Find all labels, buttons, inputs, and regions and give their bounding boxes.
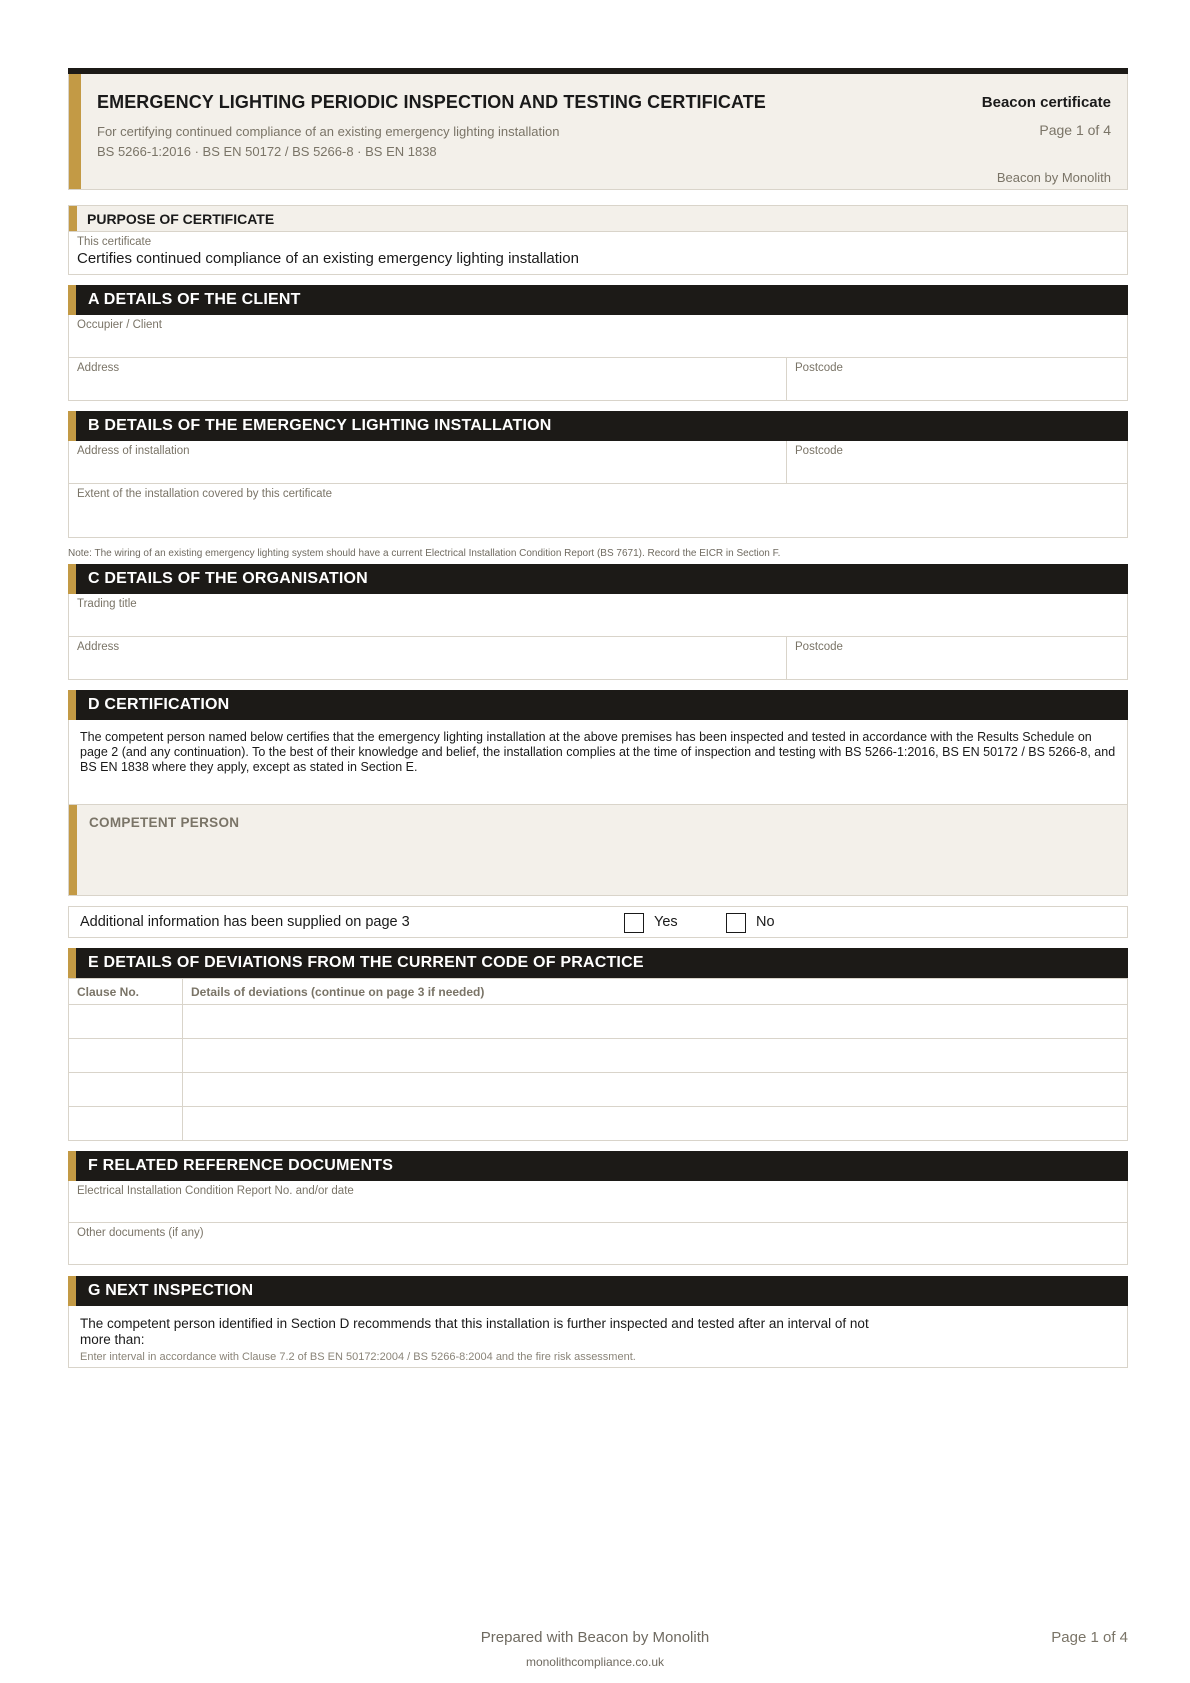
installation-postcode-label: Postcode [795,445,843,457]
eicr-note: Note: The wiring of an existing emergency lighting system should have a current Electrical Installation Condition Report (BS 7671). Record the EICR in Section F. [68,548,781,559]
section-g-accent [68,1276,76,1306]
purpose-heading-bar [69,206,1127,232]
section-g [68,1276,1128,1368]
deviation-clause-cell[interactable] [69,1107,183,1141]
organisation-trading-field[interactable] [68,594,1128,637]
section-d [68,690,1128,806]
section-c [68,564,1128,680]
header-page-number: Page 1 of 4 [1039,122,1111,138]
installation-extent-label: Extent of the installation covered by this certificate [77,488,333,500]
section-e-accent [68,948,76,978]
client-occupier-field[interactable] [68,315,1128,358]
certification-statement: The competent person named below certifies that the emergency lighting installation at the above premises has been inspected and tested in accordance with the Results Schedule on page 2 (and any continuation). To the best of their knowledge and belief, the installation complies at the time of inspection and testing with BS 5266-1:2016, BS EN 50172 / BS 5266-8, and BS EN 1838 where they apply, except as stated in Section E. [68,720,1128,806]
section-a-accent [68,285,76,315]
deviation-clause-cell[interactable] [69,1005,183,1039]
deviation-row [69,1107,1128,1141]
section-a-heading: A DETAILS OF THE CLIENT [88,291,301,308]
certificate-subtitle: For certifying continued compliance of an existing emergency lighting installation [97,124,560,139]
footer-url[interactable]: monolithcompliance.co.uk [525,1655,665,1669]
installation-address-label: Address of installation [77,445,190,457]
organisation-postcode-field[interactable] [786,637,1127,679]
purpose-field[interactable] [69,232,1127,274]
deviation-row [69,1073,1128,1107]
section-g-bar [68,1276,1128,1306]
eicr-reference-label: Electrical Installation Condition Report No. and/or date [77,1185,354,1197]
eicr-reference-field[interactable] [68,1181,1128,1223]
organisation-address-field[interactable] [69,637,786,679]
client-postcode-label: Postcode [795,362,843,374]
client-address-row [68,358,1128,401]
deviation-clause-cell[interactable] [69,1039,183,1073]
section-c-accent [68,564,76,594]
section-d-accent [68,690,76,720]
installation-address-field[interactable] [69,441,786,483]
client-address-field[interactable] [69,358,786,400]
deviation-details-cell[interactable] [183,1039,1128,1073]
additional-info-no-checkbox[interactable] [726,913,746,933]
deviation-details-cell[interactable] [183,1005,1128,1039]
section-b [68,411,1128,538]
additional-info-row [68,906,1128,938]
header-by-line: Beacon by Monolith [996,170,1111,185]
section-e-heading: E DETAILS OF DEVIATIONS FROM THE CURRENT CODE OF PRACTICE [88,954,644,971]
organisation-postcode-label: Postcode [795,641,843,653]
section-c-bar [68,564,1128,594]
other-documents-field[interactable] [68,1223,1128,1265]
section-c-heading: C DETAILS OF THE ORGANISATION [88,570,368,587]
purpose-value: Certifies continued compliance of an existing emergency lighting installation [77,250,579,267]
section-b-heading: B DETAILS OF THE EMERGENCY LIGHTING INSTALLATION [88,417,552,434]
section-g-heading: G NEXT INSPECTION [88,1282,254,1299]
section-f-bar [68,1151,1128,1181]
section-e [68,948,1128,1141]
installation-extent-field[interactable] [68,484,1128,538]
organisation-address-label: Address [77,641,120,653]
competent-person-box[interactable] [68,804,1128,896]
client-postcode-field[interactable] [786,358,1127,400]
brand-label: Beacon certificate [981,94,1111,111]
installation-address-row [68,441,1128,484]
purpose-section [68,205,1128,275]
competent-person-accent [69,805,77,895]
additional-info-no-label: No [756,914,775,930]
client-address-label: Address [77,362,120,374]
certificate-standards: BS 5266-1:2016 · BS EN 50172 / BS 5266-8 · BS EN 1838 [97,144,437,159]
section-f-accent [68,1151,76,1181]
additional-info-label: Additional information has been supplied on page 3 [80,914,410,930]
certificate-page [68,68,1128,1363]
footer-page-number: Page 1 of 4 [1051,1629,1128,1646]
section-a [68,285,1128,401]
section-e-bar [68,948,1128,978]
purpose-heading: PURPOSE OF CERTIFICATE [87,211,275,227]
next-inspection-text: The competent person identified in Section D recommends that this installation is further inspected and tested after an interval of not more than: [80,1316,869,1347]
section-d-bar [68,690,1128,720]
section-d-heading: D CERTIFICATION [88,696,230,713]
certificate-title: EMERGENCY LIGHTING PERIODIC INSPECTION AND TESTING CERTIFICATE [97,92,766,112]
deviation-clause-cell[interactable] [69,1073,183,1107]
clause-column-header: Clause No. [69,979,183,1005]
deviation-details-cell[interactable] [183,1107,1128,1141]
section-f-heading: F RELATED REFERENCE DOCUMENTS [88,1157,394,1174]
competent-person-heading: COMPETENT PERSON [89,815,240,830]
deviation-details-cell[interactable] [183,1073,1128,1107]
deviations-table [68,978,1128,1141]
purpose-accent [69,206,77,231]
installation-postcode-field[interactable] [786,441,1127,483]
organisation-address-row [68,637,1128,680]
section-b-bar [68,411,1128,441]
next-inspection-field[interactable] [68,1306,1128,1368]
header-accent-stripe [69,74,81,189]
footer-prepared-by: Prepared with Beacon by Monolith [480,1629,710,1646]
additional-info-yes-label: Yes [654,914,678,930]
section-f [68,1151,1128,1265]
deviation-row [69,1039,1128,1073]
additional-info-yes-checkbox[interactable] [624,913,644,933]
organisation-trading-label: Trading title [77,598,137,610]
next-inspection-hint: Enter interval in accordance with Clause 7.2 of BS EN 50172:2004 / BS 5266-8:2004 and the fire risk assessment. [80,1351,636,1363]
details-column-header: Details of deviations (continue on page 3 if needed) [183,979,1128,1005]
deviation-row [69,1005,1128,1039]
other-documents-label: Other documents (if any) [77,1227,204,1239]
section-b-accent [68,411,76,441]
client-occupier-label: Occupier / Client [77,319,163,331]
purpose-label: This certificate [77,236,152,248]
deviations-header-row [69,979,1128,1005]
section-a-bar [68,285,1128,315]
certificate-header [68,74,1128,190]
